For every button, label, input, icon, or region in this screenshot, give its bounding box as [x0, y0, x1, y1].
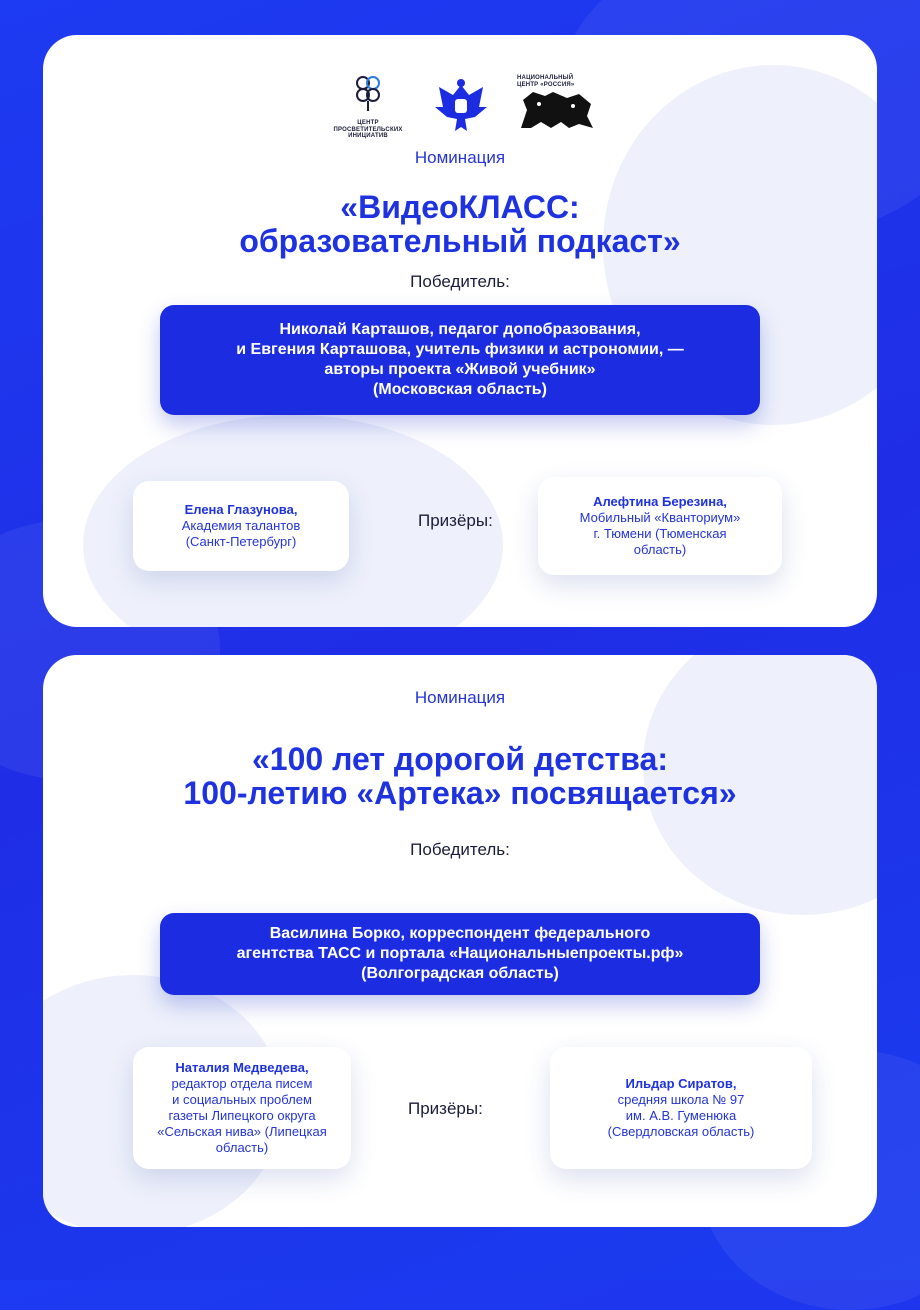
center-name: ЦЕНТР ПРОСВЕТИТЕЛЬСКИХ ИНИЦИАТИВ	[333, 120, 403, 139]
winner-line: Василина Борко, корреспондент федерального	[269, 925, 651, 942]
winner-label: Победитель:	[410, 840, 510, 859]
nomination-card-artek	[43, 655, 877, 1227]
winner-line: Николай Карташов, педагог допобразования,	[279, 321, 641, 338]
prizers-label: Призёры:	[408, 1099, 483, 1118]
nomination-title-line: «100 лет дорогой детства:	[252, 741, 668, 777]
prizer-detail: (Свердловская область)	[607, 1124, 755, 1139]
national-center-logo	[517, 75, 601, 135]
prizer-detail: средняя школа № 97	[617, 1092, 745, 1107]
prizer-card	[550, 1047, 812, 1169]
prizers-label: Призёры:	[418, 511, 493, 530]
prizer-detail: газеты Липецкого округа	[168, 1108, 316, 1123]
prizer-detail: «Сельская нива» (Липецкая	[157, 1124, 327, 1139]
prizer-detail: область)	[633, 542, 687, 557]
prizer-name: Ильдар Сиратов,	[625, 1076, 737, 1091]
nomination-title-line: 100-летию «Артека» посвящается»	[183, 775, 737, 811]
prizer-detail: и социальных проблем	[172, 1092, 312, 1107]
nomination-title	[43, 742, 877, 810]
center-icon	[329, 75, 407, 115]
prizer-detail: им. А.В. Гуменюка	[625, 1108, 737, 1123]
nomination-card-videoklass	[43, 35, 877, 627]
prizer-detail: область)	[215, 1140, 269, 1155]
winner-line: (Волгоградская область)	[361, 965, 559, 982]
prizer-detail: г. Тюмени (Тюменская	[593, 526, 727, 541]
prizer-name: Алефтина Березина,	[593, 494, 727, 509]
nomination-label: Номинация	[414, 148, 506, 167]
prizer-card	[133, 1047, 351, 1169]
prizer-name: Наталия Медведева,	[175, 1060, 309, 1075]
eagle-icon	[427, 77, 495, 137]
nomination-title	[43, 190, 877, 258]
prizer-detail: Мобильный «Кванториум»	[579, 510, 741, 525]
ministry-emblem	[427, 77, 495, 142]
nomination-label: Номинация	[414, 688, 506, 707]
prizer-name: Елена Глазунова,	[184, 502, 298, 517]
winner-line: агентства ТАСС и портала «Национальныепроекты.рф»	[236, 945, 684, 962]
winner-box	[160, 305, 760, 415]
prizer-detail: (Санкт-Петербург)	[185, 534, 297, 549]
panther-icon	[517, 88, 597, 130]
winner-label: Победитель:	[410, 272, 510, 291]
nomination-title-line: образовательный подкаст»	[239, 223, 681, 259]
center-logo	[329, 75, 407, 140]
nomination-title-line: «ВидеоКЛАСС:	[340, 189, 580, 225]
winner-line: и Евгения Карташова, учитель физики и астрономии, —	[236, 341, 684, 358]
winner-line: авторы проекта «Живой учебник»	[324, 361, 596, 378]
winner-box	[160, 913, 760, 995]
prizer-card	[538, 477, 782, 575]
winner-line: (Московская область)	[373, 381, 547, 398]
prizer-detail: редактор отдела писем	[171, 1076, 313, 1091]
prizer-card	[133, 481, 349, 571]
prizer-detail: Академия талантов	[181, 518, 301, 533]
national-center-name: НАЦИОНАЛЬНЫЙ ЦЕНТР «РОССИЯ»	[517, 75, 575, 88]
